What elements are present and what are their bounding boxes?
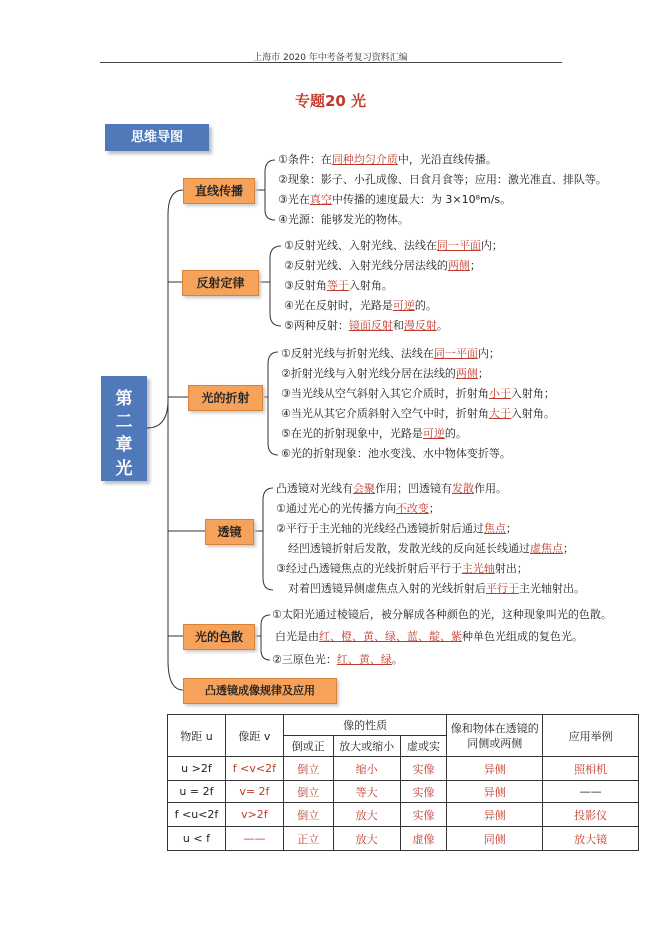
reflection-item-5: ⑤两种反射：镜面反射和漫反射。 xyxy=(284,319,448,332)
table-row: u >2f f <v<2f 倒立 缩小 实像 异侧 照相机 xyxy=(168,757,639,781)
lens-item-3: ②平行于主光轴的光线经凸透镜折射后通过焦点； xyxy=(276,522,517,535)
table-header-row xyxy=(168,715,639,736)
th-image-distance: 像距 v xyxy=(225,715,283,757)
dispersion-item-1: ①太阳光通过棱镜后，被分解成各种颜色的光，这种现象叫光的色散。 xyxy=(272,608,612,621)
table-row: f <u<2f v>2f 倒立 放大 实像 异侧 投影仪 xyxy=(168,803,639,827)
straight-item-4: ④光源：能够发光的物体。 xyxy=(278,213,409,226)
reflection-item-3: ③反射角等于入射角。 xyxy=(284,279,393,292)
topic-reflection-law: 反射定律 xyxy=(182,270,259,296)
table-row: u < f —— 正立 放大 虚像 同侧 放大镜 xyxy=(168,827,639,851)
lens-item-2: ①通过光心的光传播方向不改变； xyxy=(276,502,440,515)
page-title: 专题20 光 xyxy=(294,92,367,110)
refraction-item-3: ③当光线从空气斜射入其它介质时，折射角小于入射角； xyxy=(281,387,555,400)
lens-item-6: 对着凹透镜异侧虚焦点入射的光线折射后平行于主光轴射出。 xyxy=(288,582,585,595)
th-image-nature: 像的性质 xyxy=(283,715,447,736)
topic-dispersion: 光的色散 xyxy=(183,624,255,650)
topic-straight-propagation: 直线传播 xyxy=(183,178,255,204)
refraction-item-1: ①反射光线与折射光线、法线在同一平面内； xyxy=(281,347,500,360)
refraction-item-4: ④当光从其它介质斜射入空气中时，折射角大于入射角。 xyxy=(281,407,555,420)
mind-map-label: 思维导图 xyxy=(105,124,209,151)
refraction-item-2: ②折射光线与入射光线分居在法线的两侧； xyxy=(281,367,489,380)
chapter-char: 二 xyxy=(115,412,133,432)
lens-item-1: 凸透镜对光线有会聚作用；凹透镜有发散作用。 xyxy=(276,482,507,495)
straight-item-3: ③光在真空中传播的速度最大：为 3×10⁸m/s。 xyxy=(278,193,512,206)
reflection-item-4: ④光在反射时，光路是可逆的。 xyxy=(284,299,437,312)
chapter-char: 章 xyxy=(115,435,133,455)
chapter-char: 光 xyxy=(115,459,133,479)
th-side: 像和物体在透镜的同侧或两侧 xyxy=(447,715,543,757)
lens-imaging-table xyxy=(167,714,639,851)
chapter-char: 第 xyxy=(115,389,133,409)
th-size: 放大或缩小 xyxy=(333,736,400,757)
th-inverted: 倒或正 xyxy=(283,736,333,757)
th-application: 应用举例 xyxy=(543,715,639,757)
lens-item-5: ③经过凸透镜焦点的光线折射后平行于主光轴射出； xyxy=(276,562,528,575)
reflection-item-2: ②反射光线、入射光线分居法线的两侧； xyxy=(284,259,481,272)
straight-item-1: ①条件：在同种均匀介质中，光沿直线传播。 xyxy=(278,153,497,166)
refraction-item-6: ⑥光的折射现象：池水变浅、水中物体变折等。 xyxy=(281,447,511,460)
dispersion-item-3: ②三原色光：红、黄、绿。 xyxy=(272,653,403,666)
th-object-distance: 物距 u xyxy=(168,715,226,757)
page-header: 上海市 2020 年中考备考复习资料汇编 xyxy=(253,53,408,63)
topic-lens: 透镜 xyxy=(205,519,254,545)
topic-lens-imaging: 凸透镜成像规律及应用 xyxy=(183,678,337,704)
topic-refraction: 光的折射 xyxy=(188,385,263,411)
reflection-item-1: ①反射光线、入射光线、法线在同一平面内； xyxy=(284,239,503,252)
lens-item-4: 经凹透镜折射后发散，发散光线的反向延长线通过虚焦点； xyxy=(288,542,574,555)
dispersion-item-2: 白光是由红、橙、黄、绿、蓝、靛、紫种单色光组成的复色光。 xyxy=(275,630,583,643)
th-real-virtual: 虚或实 xyxy=(400,736,447,757)
straight-item-2: ②现象：影子、小孔成像、日食月食等；应用：激光准直、排队等。 xyxy=(278,173,607,186)
refraction-item-5: ⑤在光的折射现象中，光路是可逆的。 xyxy=(281,427,467,440)
table-row: u = 2f v= 2f 倒立 等大 实像 异侧 —— xyxy=(168,781,639,803)
